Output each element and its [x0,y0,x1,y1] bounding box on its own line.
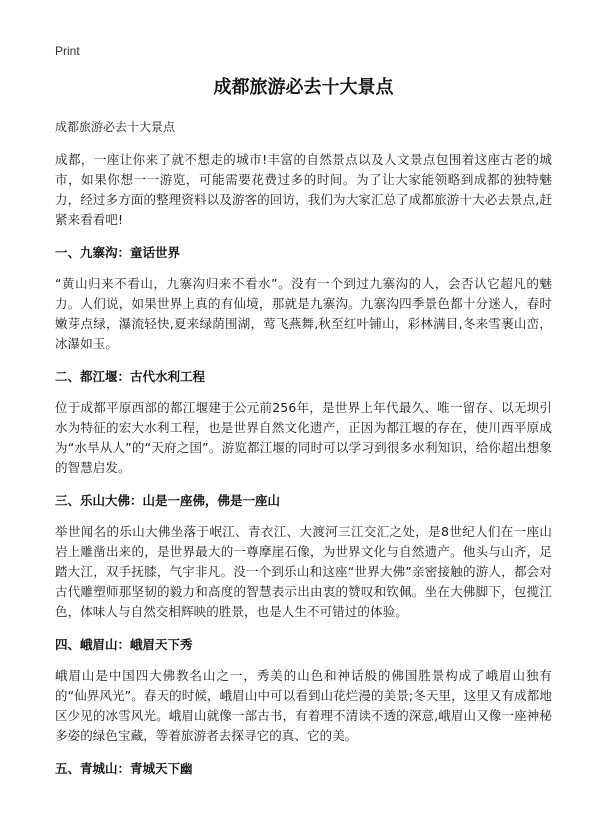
print-link[interactable]: Print [55,44,80,58]
section-heading-jiuzhaigou: 一、九寨沟：童话世界 [55,245,181,260]
section-body-leshan-buddha: 举世闻名的乐山大佛坐落于岷江、青衣江、大渡河三江交汇之处，是8世纪人们在一座山岩上雕凿出来的，是世界最大的一尊摩崖石像，为世界文化与自然遗产。他头与山齐，足踏大江，双手抚膝，气宇非凡。没一个到乐山和这座“世界大佛”亲密接触的游人，都会对古代雕塑师那坚韧的毅力和高度的智慧表示出由衷的赞叹和钦佩。坐在大佛脚下，包揽江色，体味人与自然交相辉映的胜景，也是人生不可错过的体验。 [55,524,552,619]
section-heading-qingchengshan: 五、青城山：青城天下幽 [55,761,193,776]
section-body-jiuzhaigou: “黄山归来不看山，九寨沟归来不看水”。没有一个到过九寨沟的人，会否认它超凡的魅力。人们说，如果世界上真的有仙境，那就是九寨沟。九寨沟四季景色都十分迷人，春时嫩芽点绿，瀑流轻快,夏来绿荫围湖，莺飞燕舞,秋至红叶铺山，彩林满目,冬来雪裹山峦，冰瀑如玉。 [55,276,552,351]
section-body-dujiangyan: 位于成都平原西部的都江堰建于公元前256年，是世界上年代最久、唯一留存、以无坝引水为特征的宏大水利工程，也是世界自然文化遗产，正因为都江堰的存在，使川西平原成为“水旱从人”的“天府之国”。游览都江堰的同时可以学习到很多水利知识，给你超出想象的智慧启发。 [55,400,552,475]
document-subtitle: 成都旅游必去十大景点 [55,120,176,134]
section-heading-emeishan: 四、峨眉山：峨眉天下秀 [55,637,193,652]
intro-paragraph: 成都，一座让你来了就不想走的城市!丰富的自然景点以及人文景点包围着这座古老的城市，如果你想一一游览，可能需要花费过多的时间。为了让大家能领略到成都的独特魅力，经过多方面的整理资料以及游客的回访，我们为大家汇总了成都旅游十大必去景点,赶紧来看看吧! [55,152,552,227]
section-body-emeishan: 峨眉山是中国四大佛教名山之一，秀美的山色和神话般的佛国胜景构成了峨眉山独有的“仙界风光”。春天的时候，峨眉山中可以看到山花烂漫的美景;冬天里，这里又有成都地区少见的冰雪风光。峨眉山就像一部古书，有着理不清读不透的深意,峨眉山又像一座神秘多姿的绿色宝藏，等着旅游者去探寻它的真、它的美。 [55,668,552,743]
document-title: 成都旅游必去十大景点 [213,77,394,98]
section-heading-dujiangyan: 二、都江堰：古代水利工程 [55,369,206,384]
section-heading-leshan-buddha: 三、乐山大佛：山是一座佛，佛是一座山 [55,493,281,508]
